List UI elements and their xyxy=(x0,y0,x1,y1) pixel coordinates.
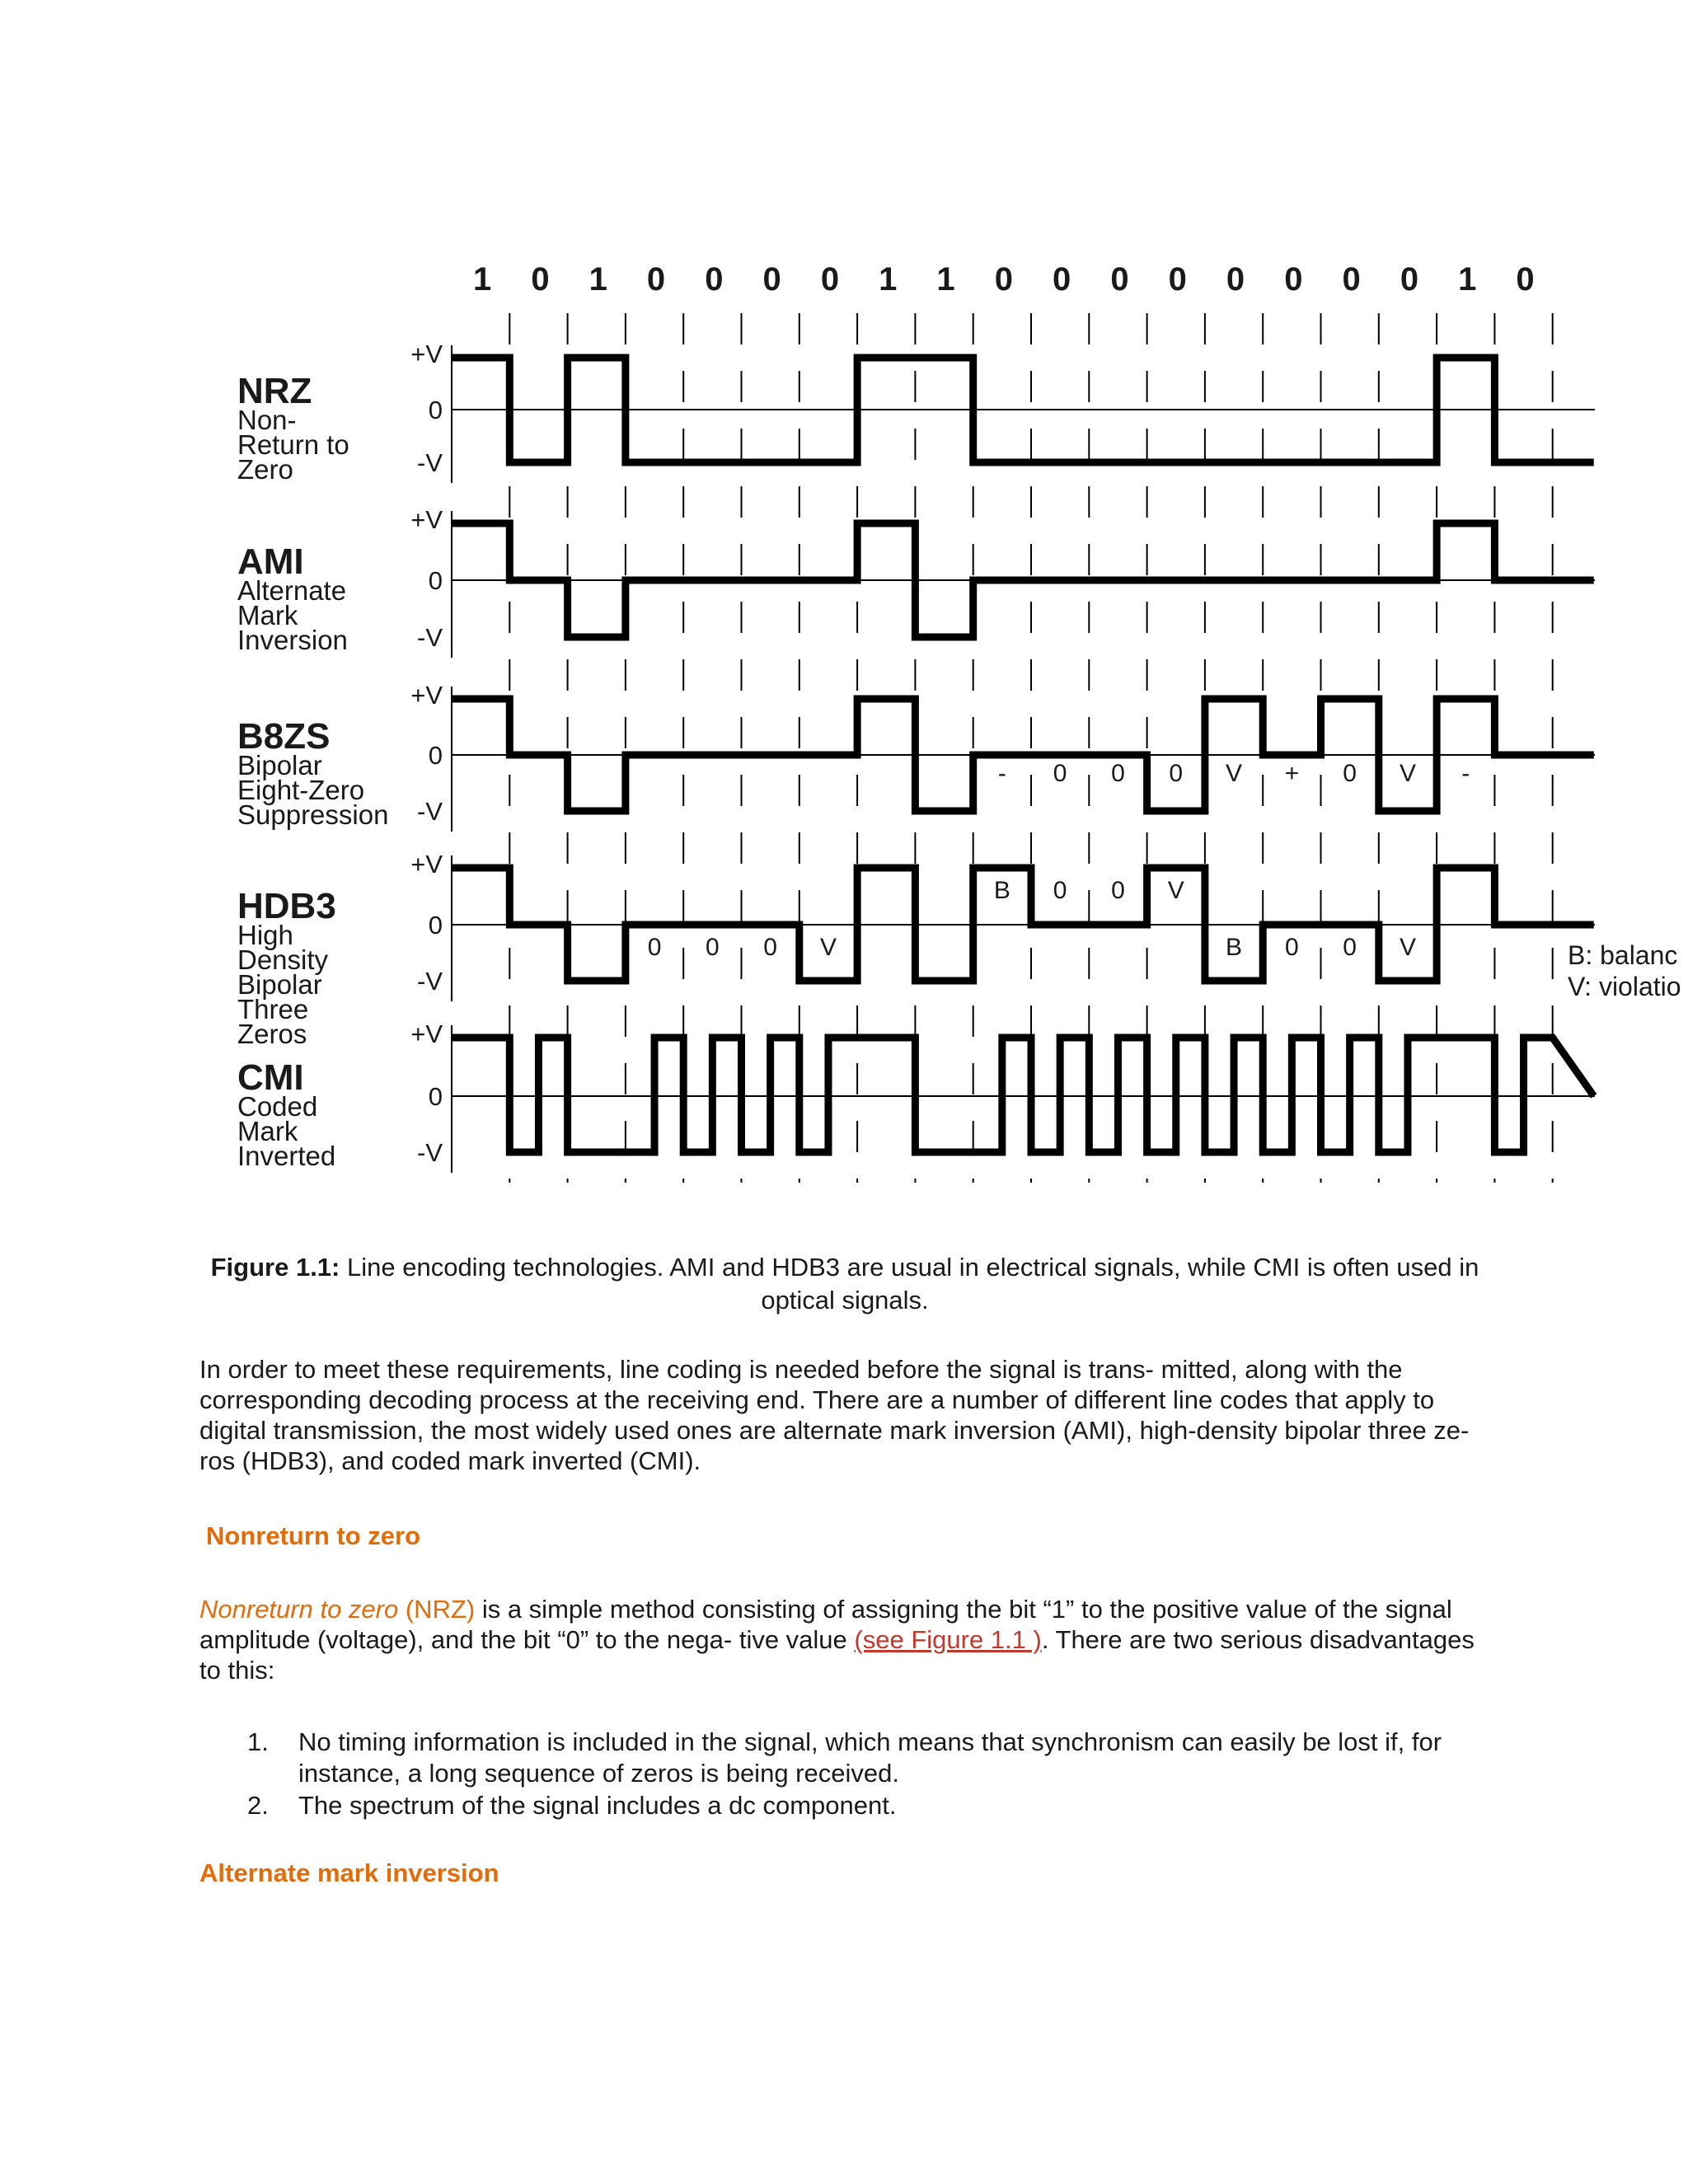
list-text: The spectrum of the signal includes a dc component. xyxy=(298,1791,897,1820)
bit-label: 0 xyxy=(1284,261,1303,298)
encoding-description-line: Bipolar xyxy=(237,969,322,1000)
encoding-description-line: Non- xyxy=(237,405,297,435)
bit-label: 0 xyxy=(994,261,1013,298)
encoding-row-nrz xyxy=(237,340,1595,485)
level-zero-label: 0 xyxy=(428,396,443,424)
heading-alternate-mark-inversion: Alternate mark inversion xyxy=(199,1858,499,1887)
encoding-rows xyxy=(237,340,1595,1173)
list-number: 2. xyxy=(247,1791,269,1820)
encoding-description-line: Coded xyxy=(237,1091,318,1122)
b8zs-annotation: V xyxy=(1226,760,1243,787)
bit-label: 1 xyxy=(1458,261,1477,298)
legend-entry: V: violatio xyxy=(1568,972,1681,1001)
figure-link[interactable]: (see Figure 1.1 ) xyxy=(854,1625,1042,1654)
nrz-abbr: (NRZ) xyxy=(405,1595,476,1624)
bit-label: 0 xyxy=(1053,261,1071,298)
encoding-description-line: Return to xyxy=(237,429,349,460)
hdb3-annotation: V xyxy=(1167,877,1184,904)
level-zero-label: 0 xyxy=(428,741,443,770)
nrz-paragraph xyxy=(199,1594,1485,1685)
encoding-description-line: Density xyxy=(237,944,329,975)
signal-waveform xyxy=(452,1038,1594,1152)
bit-label: 0 xyxy=(1226,261,1245,298)
b8zs-annotation: - xyxy=(1461,760,1470,787)
level-zero-label: 0 xyxy=(428,1082,443,1111)
nrz-text-b: . There are two serious disadvantages to this: xyxy=(199,1625,1475,1685)
encoding-description-line: Suppression xyxy=(237,799,389,830)
level-minus-label: -V xyxy=(417,1138,443,1167)
bit-label: 1 xyxy=(936,261,955,298)
bit-label: 0 xyxy=(705,261,724,298)
level-zero-label: 0 xyxy=(428,911,443,940)
hdb3-annotation: 0 xyxy=(1111,877,1125,904)
caption-text: Line encoding technologies. AMI and HDB3 are usual in electrical signals, while CMI is often used in optical signals. xyxy=(347,1253,1479,1315)
b8zs-annotation: + xyxy=(1284,760,1300,787)
b8zs-annotation: 0 xyxy=(1343,760,1357,787)
hdb3-annotation: B xyxy=(993,877,1010,904)
hdb3-annotation: B xyxy=(1226,934,1243,961)
encoding-name: AMI xyxy=(237,541,304,582)
encoding-row-b8zs xyxy=(237,681,1595,832)
hdb3-annotation: 0 xyxy=(1343,934,1357,961)
legend-entry: B: balanc xyxy=(1568,940,1678,970)
encoding-description-line: Mark xyxy=(237,600,298,630)
level-minus-label: -V xyxy=(417,623,443,652)
level-plus-label: +V xyxy=(410,850,443,879)
bit-label: 0 xyxy=(1342,261,1361,298)
level-minus-label: -V xyxy=(417,797,443,826)
nrz-text-a: is a simple method consisting of assigning the bit “1” to the positive value of the signal amplitude (voltage), and the bit “0” to the nega- tive value xyxy=(199,1595,1452,1654)
signal-waveform xyxy=(452,523,1594,637)
encoding-description-line: Alternate xyxy=(237,575,347,606)
hdb3-annotation: V xyxy=(1399,934,1416,961)
encoding-description-line: Zeros xyxy=(237,1019,307,1049)
hdb3-annotation: 0 xyxy=(647,934,662,961)
level-plus-label: +V xyxy=(410,340,443,368)
figure-caption xyxy=(206,1251,1484,1317)
b8zs-annotations xyxy=(998,760,1470,787)
hdb3-annotation: V xyxy=(819,934,837,961)
hdb3-annotation: 0 xyxy=(763,934,777,961)
encoding-description-line: Three xyxy=(237,994,309,1024)
heading-nonreturn-to-zero: Nonreturn to zero xyxy=(206,1521,421,1550)
bit-label: 0 xyxy=(646,261,666,298)
level-plus-label: +V xyxy=(410,681,443,710)
encoding-description-line: Mark xyxy=(237,1116,298,1146)
hdb3-annotation: 0 xyxy=(1285,934,1299,961)
encoding-description-line: Zero xyxy=(237,454,293,485)
encoding-description-line: Eight-Zero xyxy=(237,775,365,805)
encoding-name: NRZ xyxy=(237,371,312,411)
bit-label: 0 xyxy=(820,261,840,298)
encoding-name: B8ZS xyxy=(237,716,331,757)
level-plus-label: +V xyxy=(410,505,443,534)
encoding-name: HDB3 xyxy=(237,886,336,926)
bit-label: 1 xyxy=(473,261,492,298)
bit-label: 0 xyxy=(1516,261,1535,298)
encoding-name: CMI xyxy=(237,1057,304,1098)
b8zs-annotation: 0 xyxy=(1053,760,1067,787)
hdb3-annotation: 0 xyxy=(1053,877,1067,904)
bit-label: 0 xyxy=(531,261,550,298)
encoding-row-cmi xyxy=(237,1019,1595,1173)
hdb3-annotation: 0 xyxy=(706,934,720,961)
level-minus-label: -V xyxy=(417,967,443,996)
nrz-term: Nonreturn to zero xyxy=(199,1595,399,1624)
b8zs-annotation: - xyxy=(997,760,1006,787)
level-zero-label: 0 xyxy=(428,566,443,595)
bit-labels xyxy=(473,261,1535,298)
bit-label: 0 xyxy=(1168,261,1187,298)
bit-label: 1 xyxy=(879,261,898,298)
bit-label: 0 xyxy=(1110,261,1129,298)
b8zs-annotation: 0 xyxy=(1111,760,1125,787)
level-plus-label: +V xyxy=(410,1019,443,1048)
caption-label: Figure 1.1: xyxy=(210,1253,340,1282)
b8zs-annotation: V xyxy=(1399,760,1416,787)
bit-label: 0 xyxy=(1400,261,1419,298)
b8zs-annotation: 0 xyxy=(1169,760,1184,787)
encoding-row-ami xyxy=(237,505,1595,658)
encoding-description-line: Inverted xyxy=(237,1141,336,1171)
encoding-description-line: High xyxy=(237,920,293,950)
list-number: 1. xyxy=(247,1727,269,1756)
bit-label: 0 xyxy=(762,261,781,298)
bit-label: 1 xyxy=(588,261,607,298)
list-text: No timing information is included in the signal, which means that synchronism can easily be lost if, for instance, a long sequence of zeros is being received. xyxy=(298,1727,1442,1788)
level-minus-label: -V xyxy=(417,448,443,477)
encoding-description-line: Bipolar xyxy=(237,750,322,780)
figure-legend xyxy=(1568,940,1681,1001)
encoding-description-line: Inversion xyxy=(237,625,348,655)
intro-paragraph: In order to meet these requirements, line coding is needed before the signal is trans- mitted, along with the corresponding decoding process at the receiving end. There are a number of different line codes that apply to digital transmission, the most widely used ones are alternate mark inversion (AMI), high-density bipolar three ze- ros (HDB3), and coded mark inverted (CMI). xyxy=(199,1355,1470,1475)
